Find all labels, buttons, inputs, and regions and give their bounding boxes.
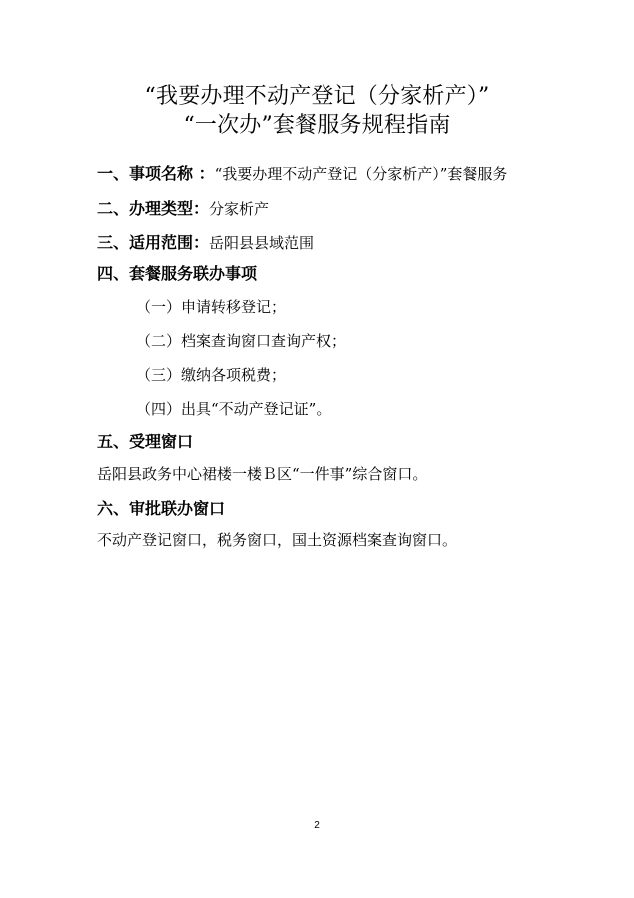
section-joint-matters-heading: 四、套餐服务联办事项 [97,264,258,283]
joint-matter-item: （四）出具“不动产登记证”。 [136,400,332,418]
section-joint-approval-window-heading: 六、审批联办窗口 [97,499,226,518]
section-scope-heading: 三、适用范围： [97,233,210,252]
joint-matter-item: （一）申请转移登记； [136,298,287,316]
joint-matter-item: （三）缴纳各项税费； [136,366,287,384]
section-handling-type-value: 分家析产 [209,200,270,218]
section-item-name-value: “我要办理不动产登记（分家析产）”套餐服务 [214,165,508,183]
section-scope [97,233,314,253]
section-acceptance-window-body: 岳阳县政务中心裙楼一楼Ｂ区“一件事”综合窗口。 [97,465,428,483]
joint-matter-item: （二）档案查询窗口查询产权； [136,332,347,350]
section-joint-approval-window-body: 不动产登记窗口，税务窗口，国土资源档案查询窗口。 [97,531,458,549]
document-title-line-2: “一次办”套餐服务规程指南 [183,113,451,138]
document-title-line-1: “我要办理不动产登记（分家析产）” [144,84,490,109]
section-acceptance-window-heading: 五、受理窗口 [97,432,194,451]
section-handling-type-heading: 二、办理类型： [97,199,210,218]
page-number: 2 [314,820,320,831]
section-scope-value: 岳阳县县域范围 [209,234,315,252]
section-item-name [97,164,507,184]
section-handling-type [97,199,269,219]
section-item-name-heading: 一、事项名称 ： [97,164,215,183]
